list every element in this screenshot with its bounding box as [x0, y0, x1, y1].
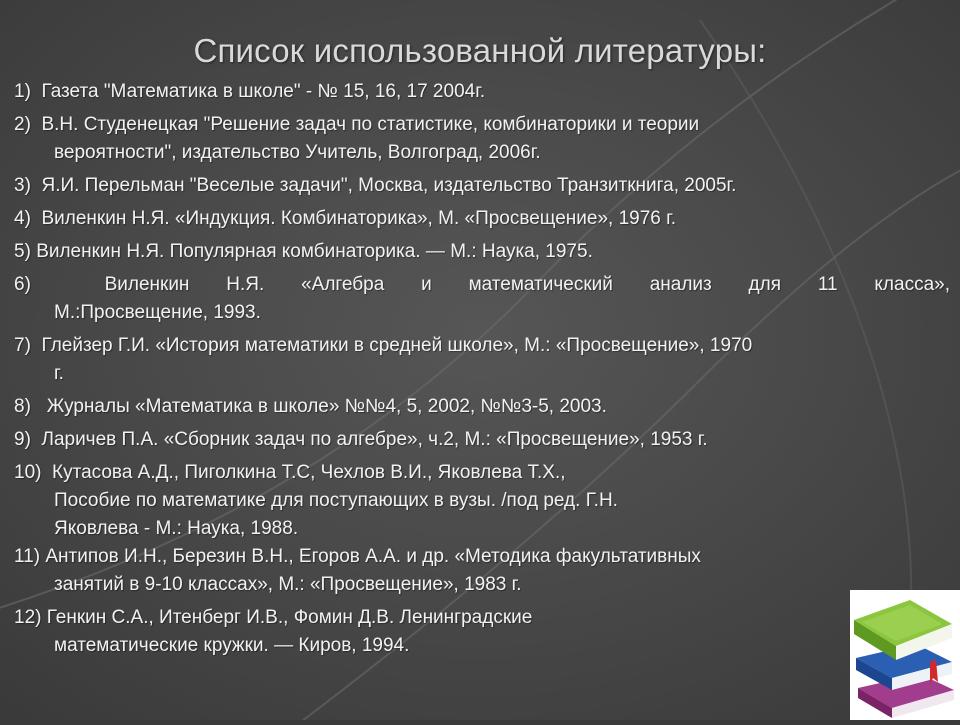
reference-item-2	[14, 111, 950, 167]
reference-text: Газета "Математика в школе" - № 15, 16, 17 2004г.	[41, 81, 486, 102]
reference-number: 8)	[14, 396, 31, 417]
reference-number: 5)	[14, 241, 31, 262]
reference-text-continued: математические кружки. — Киров, 1994.	[54, 635, 410, 656]
reference-number: 7)	[14, 335, 31, 356]
reference-number: 3)	[14, 175, 31, 196]
reference-number: 1)	[14, 81, 31, 102]
reference-text: Виленкин Н.Я. Популярная комбинаторика. — М.: Наука, 1975.	[36, 241, 593, 262]
books-icon	[850, 590, 960, 720]
reference-text: Я.И. Перельман "Веселые задачи", Москва, издательство Транзиткнига, 2005г.	[41, 175, 737, 196]
reference-text: Кутасова А.Д., Пиголкина Т.С, Чехлов В.И., Яковлева Т.Х.,	[52, 462, 566, 483]
reference-item-8	[14, 393, 950, 421]
reference-text-continued: занятий в 9-10 классах», М.: «Просвещение», 1983 г.	[54, 574, 522, 595]
reference-item-1	[14, 78, 950, 106]
reference-item-6	[14, 271, 950, 327]
reference-text-continued: вероятности", издательство Учитель, Волгоград, 2006г.	[54, 142, 541, 163]
reference-number: 11)	[14, 546, 41, 567]
reference-item-11	[14, 543, 950, 599]
reference-item-5	[14, 238, 950, 266]
reference-text-continued: Пособие по математике для поступающих в вузы. /под ред. Г.Н.	[54, 490, 618, 511]
reference-text: Ларичев П.А. «Сборник задач по алгебре», ч.2, М.: «Просвещение», 1953 г.	[41, 429, 708, 450]
reference-number: 2)	[14, 114, 31, 135]
reference-text: В.Н. Студенецкая "Решение задач по статистике, комбинаторики и теории	[41, 114, 700, 135]
reference-text-continued: г.	[54, 363, 64, 384]
reference-number: 9)	[14, 429, 31, 450]
reference-list	[14, 78, 950, 665]
reference-text: Глейзер Г.И. «История математики в средней школе», М.: «Просвещение», 1970	[41, 335, 753, 356]
reference-item-10	[14, 459, 950, 543]
reference-text: Виленкин Н.Я. «Алгебра и математический анализ для 11 класса»,	[104, 274, 950, 295]
reference-number: 12)	[14, 607, 42, 628]
reference-item-3	[14, 172, 950, 200]
reference-item-9	[14, 426, 950, 454]
reference-number: 4)	[14, 208, 31, 229]
reference-item-7	[14, 332, 950, 388]
reference-text-continued: Яковлева - М.: Наука, 1988.	[54, 518, 299, 539]
reference-number: 6)	[14, 274, 31, 295]
slide-title: Список использованной литературы:	[193, 32, 767, 69]
reference-text: Генкин С.А., Итенберг И.В., Фомин Д.В. Ленинградские	[46, 607, 533, 628]
reference-item-12	[14, 604, 749, 660]
reference-text: Антипов И.Н., Березин В.Н., Егоров А.А. и др. «Методика факультативных	[45, 546, 701, 567]
reference-number: 10)	[14, 462, 42, 483]
reference-item-4	[14, 205, 950, 233]
reference-text-continued: М.:Просвещение, 1993.	[54, 302, 261, 323]
reference-text: Журналы «Математика в школе» №№4, 5, 2002, №№3-5, 2003.	[46, 396, 607, 417]
reference-text: Виленкин Н.Я. «Индукция. Комбинаторика», М. «Просвещение», 1976 г.	[41, 208, 677, 229]
